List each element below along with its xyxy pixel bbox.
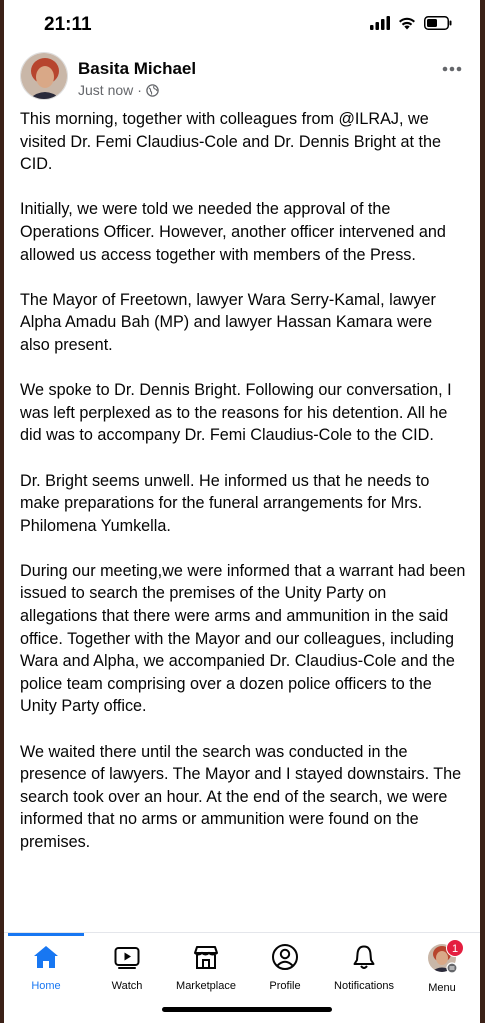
- battery-icon: [424, 16, 452, 30]
- nav-notifications-label: Notifications: [334, 980, 394, 992]
- author-name[interactable]: Basita Michael: [78, 59, 197, 78]
- video-icon: [113, 943, 141, 971]
- store-icon: [192, 943, 220, 971]
- signal-icon: [370, 16, 390, 30]
- nav-menu[interactable]: [402, 943, 482, 994]
- bell-icon: [350, 943, 378, 971]
- status-bar: [4, 0, 480, 50]
- post-paragraph: This morning, together with colleagues from @ILRAJ, we visited Dr. Femi Claudius-Cole and Dr. Dennis Bright at the CID.: [20, 110, 442, 174]
- nav-marketplace[interactable]: [166, 943, 246, 992]
- globe-icon: [146, 84, 159, 97]
- post-header: [4, 50, 480, 106]
- home-icon: [32, 943, 60, 971]
- menu-notification-badge: 1: [446, 939, 464, 957]
- nav-watch-label: Watch: [111, 980, 143, 992]
- nav-home-label: Home: [31, 980, 61, 992]
- status-icons: [370, 16, 452, 30]
- nav-profile-label: Profile: [269, 980, 301, 992]
- post-paragraph: We spoke to Dr. Dennis Bright. Following our conversation, I was left perplexed as to the reasons for his detention. All he did was to accompany Dr. Femi Claudius-Cole to the CID.: [20, 381, 452, 445]
- active-tab-indicator: [8, 933, 84, 936]
- bottom-navigation: [4, 932, 480, 1002]
- status-time: 21:11: [44, 14, 92, 35]
- wifi-icon: [398, 16, 416, 30]
- meta-separator: ·: [137, 82, 142, 98]
- author-avatar[interactable]: [20, 52, 68, 100]
- home-indicator: [162, 1007, 332, 1012]
- post-paragraph: Initially, we were told we needed the approval of the Operations Officer. However, another officer intervened and allowed us access together with members of the Press.: [20, 200, 446, 264]
- nav-profile[interactable]: [245, 943, 325, 992]
- post-body: [20, 108, 466, 876]
- nav-watch[interactable]: [87, 943, 167, 992]
- nav-home[interactable]: [6, 943, 86, 992]
- post-paragraph: We waited there until the search was conducted in the presence of lawyers. The Mayor and I stayed downstairs. The search took over an hour. At the end of the search, we were informed that no arms or ammunition were found on the premises.: [20, 742, 462, 851]
- more-options-icon[interactable]: [442, 56, 462, 77]
- avatar-image: [21, 53, 68, 100]
- nav-menu-label: Menu: [428, 982, 456, 994]
- post-paragraph: The Mayor of Freetown, lawyer Wara Serry-Kamal, lawyer Alpha Amadu Bah (MP) and lawyer Hassan Kamara were also present.: [20, 290, 436, 354]
- post-paragraph: During our meeting,we were informed that a warrant had been issued to search the premises of the Unity Party on allegations that there were arms and ammunition in the said office. Together with the Mayor and our colleagues, including Wara and Alpha, we accompanied Dr. Claudius-Cole and the police team comprising over a dozen police officers to the Unity Party office.: [20, 561, 466, 716]
- post-paragraph: Dr. Bright seems unwell. He informed us that he needs to make preparations for the funeral arrangements for Mrs. Philomena Yumkella.: [20, 471, 430, 535]
- nav-marketplace-label: Marketplace: [176, 980, 236, 992]
- post-meta: [78, 82, 159, 98]
- profile-icon: [271, 943, 299, 971]
- post-timestamp[interactable]: Just now: [78, 82, 134, 98]
- nav-notifications[interactable]: [324, 943, 404, 992]
